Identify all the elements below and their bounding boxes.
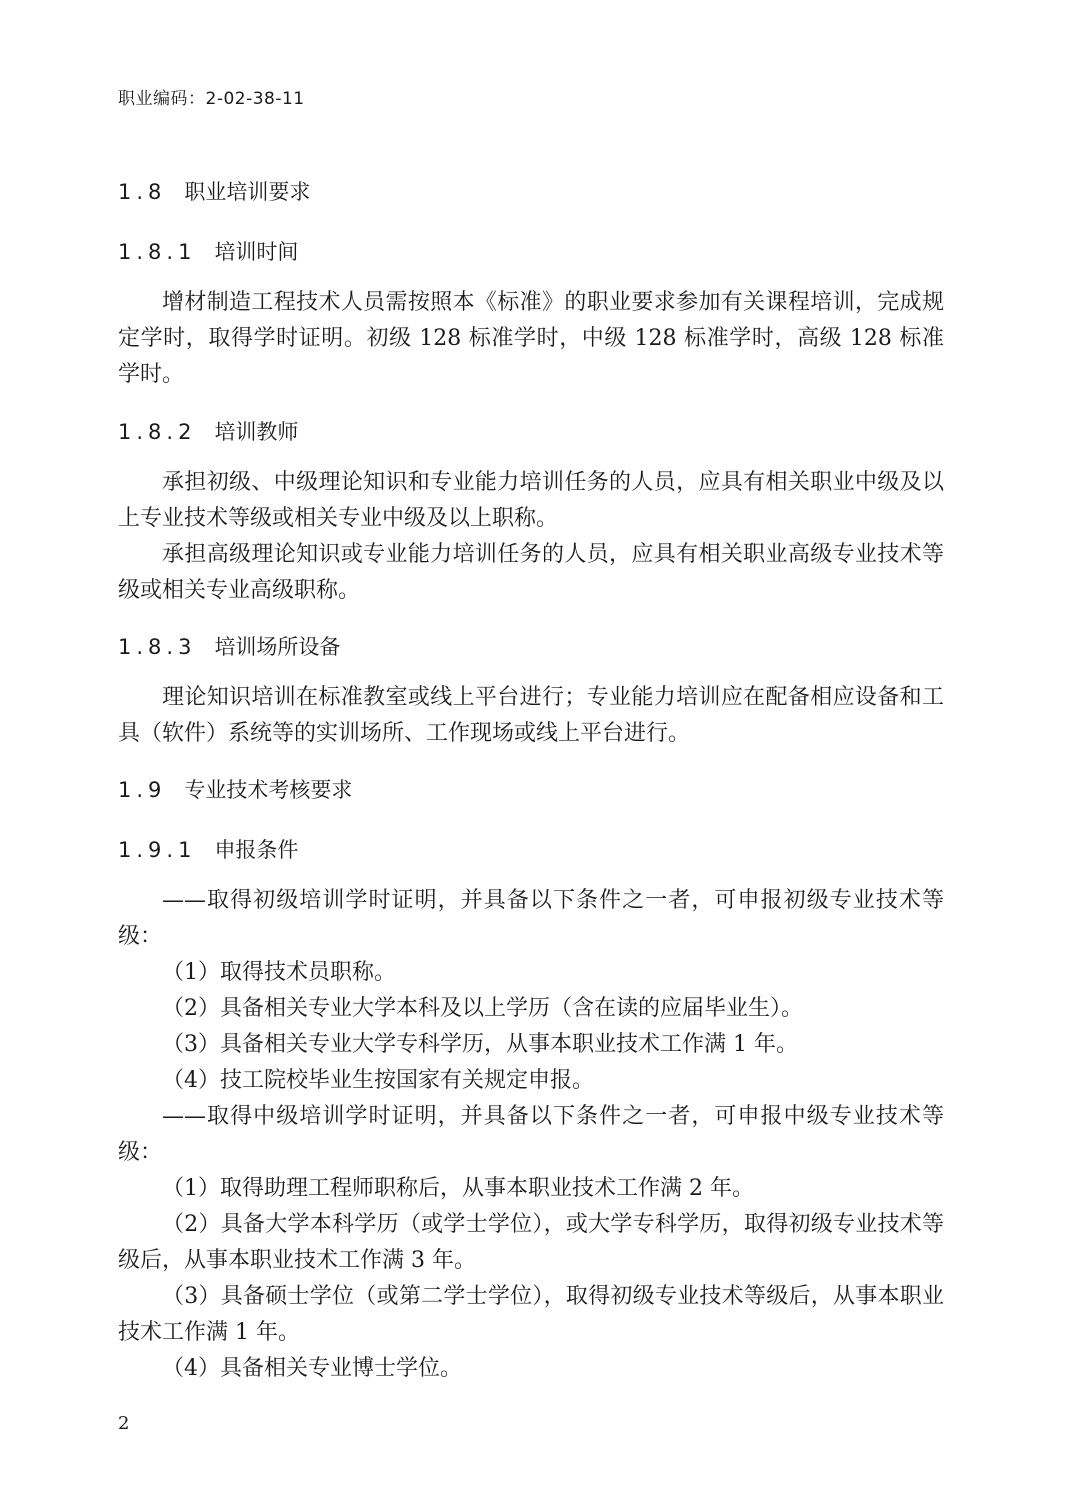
section-heading-1-9-1 [118, 834, 298, 864]
section-title: 职业培训要求 [184, 180, 311, 204]
paragraph-teacher-junior: 承担初级、中级理论知识和专业能力培训任务的人员，应具有相关职业中级及以上专业技术等级或相关专业中级及以上职称。 [118, 470, 944, 531]
section-number: 1.9 [118, 778, 167, 802]
section-heading-1-8-2 [118, 416, 298, 446]
section-title: 培训时间 [214, 240, 299, 264]
section-title: 申报条件 [214, 838, 299, 862]
page-number: 2 [118, 1413, 130, 1434]
list-item-junior-1: （1）取得技术员职称。 [162, 960, 396, 985]
list-item-intermediate-2: （2）具备大学本科学历（或学士学位），或大学专科学历，取得初级专业技术等级后，从事本职业技术工作满 3 年。 [118, 1212, 944, 1273]
paragraph-teacher-senior: 承担高级理论知识或专业能力培训任务的人员，应具有相关职业高级专业技术等级或相关专业高级职称。 [118, 542, 944, 603]
section-number: 1.8 [118, 180, 167, 204]
paragraph-training-hours: 增材制造工程技术人员需按照本《标准》的职业要求参加有关课程培训，完成规定学时，取得学时证明。初级 128 标准学时，中级 128 标准学时，高级 128 标准学时。 [118, 290, 944, 387]
section-title: 培训场所设备 [214, 635, 341, 659]
section-number: 1.8.3 [118, 635, 197, 659]
list-item-intermediate-3: （3）具备硕士学位（或第二学士学位），取得初级专业技术等级后，从事本职业技术工作满 1 年。 [118, 1284, 944, 1345]
section-heading-1-8 [118, 176, 310, 206]
section-title: 专业技术考核要求 [184, 778, 353, 802]
list-item-intermediate-1: （1）取得助理工程师职称后，从事本职业技术工作满 2 年。 [162, 1176, 754, 1201]
occupation-code-header: 职业编码：2-02-38-11 [118, 89, 305, 109]
paragraph-training-venue: 理论知识培训在标准教室或线上平台进行；专业能力培训应在配备相应设备和工具（软件）系统等的实训场所、工作现场或线上平台进行。 [118, 685, 944, 746]
section-title: 培训教师 [214, 420, 299, 444]
section-heading-1-9 [118, 774, 352, 804]
list-item-intermediate-4: （4）具备相关专业博士学位。 [162, 1356, 462, 1381]
section-heading-1-8-3 [118, 631, 340, 661]
section-number: 1.9.1 [118, 838, 197, 862]
list-item-junior-4: （4）技工院校毕业生按国家有关规定申报。 [162, 1068, 594, 1093]
section-heading-1-8-1 [118, 236, 298, 266]
list-item-junior-3: （3）具备相关专业大学专科学历，从事本职业技术工作满 1 年。 [162, 1032, 798, 1057]
section-number: 1.8.2 [118, 420, 197, 444]
list-item-junior-2: （2）具备相关专业大学本科及以上学历（含在读的应届毕业生）。 [162, 996, 803, 1021]
paragraph-junior-conditions: ——取得初级培训学时证明，并具备以下条件之一者，可申报初级专业技术等级： [118, 888, 944, 949]
section-number: 1.8.1 [118, 240, 197, 264]
paragraph-intermediate-conditions: ——取得中级培训学时证明，并具备以下条件之一者，可申报中级专业技术等级： [118, 1104, 944, 1165]
